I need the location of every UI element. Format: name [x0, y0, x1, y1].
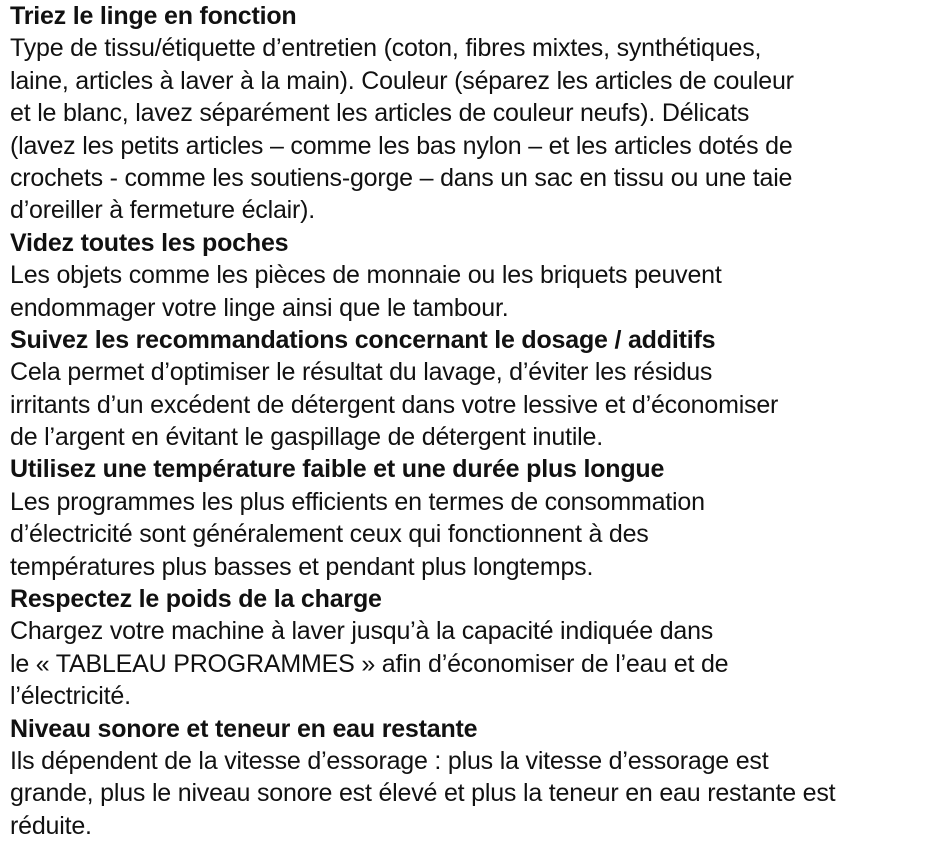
body-line: Cela permet d’optimiser le résultat du lavage, d’éviter les résidus	[10, 358, 713, 387]
body-line: crochets - comme les soutiens-gorge – dans un sac en tissu ou une taie	[10, 163, 793, 192]
body-line: le « TABLEAU PROGRAMMES » afin d’économiser de l’eau et de	[10, 649, 729, 678]
body-line: endommager votre linge ainsi que le tambour.	[10, 293, 509, 322]
body-line: Chargez votre machine à laver jusqu’à la capacité indiquée dans	[10, 617, 714, 646]
body-line: l’électricité.	[10, 682, 131, 711]
body-line: Ils dépendent de la vitesse d’essorage : plus la vitesse d’essorage est	[10, 746, 769, 775]
section-heading: Respectez le poids de la charge	[10, 585, 382, 614]
body-line: (lavez les petits articles – comme les bas nylon – et les articles dotés de	[10, 131, 793, 160]
body-line: d’oreiller à fermeture éclair).	[10, 196, 316, 225]
body-line: températures plus basses et pendant plus longtemps.	[10, 552, 594, 581]
body-line: laine, articles à laver à la main). Couleur (séparez les articles de couleur	[10, 66, 794, 95]
body-line: irritants d’un excédent de détergent dans votre lessive et d’économiser	[10, 390, 779, 419]
body-line: Les programmes les plus efficients en termes de consommation	[10, 487, 705, 516]
section-heading: Niveau sonore et teneur en eau restante	[10, 714, 478, 743]
body-line: de l’argent en évitant le gaspillage de détergent inutile.	[10, 423, 603, 452]
section	[10, 713, 946, 843]
body-line: grande, plus le niveau sonore est élevé et plus la teneur en eau restante est	[10, 779, 836, 808]
section	[10, 0, 946, 227]
section-heading: Suivez les recommandations concernant le dosage / additifs	[10, 325, 716, 354]
body-line: et le blanc, lavez séparément les articles de couleur neufs). Délicats	[10, 99, 750, 128]
section	[10, 583, 946, 713]
section-heading: Videz toutes les poches	[10, 228, 289, 257]
body-line: Les objets comme les pièces de monnaie ou les briquets peuvent	[10, 261, 722, 290]
section	[10, 453, 946, 583]
section	[10, 324, 946, 454]
body-line: réduite.	[10, 811, 92, 840]
section-heading: Triez le linge en fonction	[10, 2, 297, 30]
section	[10, 227, 946, 324]
section-heading: Utilisez une température faible et une durée plus longue	[10, 455, 665, 484]
body-line: Type de tissu/étiquette d’entretien (coton, fibres mixtes, synthétiques,	[10, 34, 762, 63]
body-line: d’électricité sont généralement ceux qui fonctionnent à des	[10, 520, 649, 549]
